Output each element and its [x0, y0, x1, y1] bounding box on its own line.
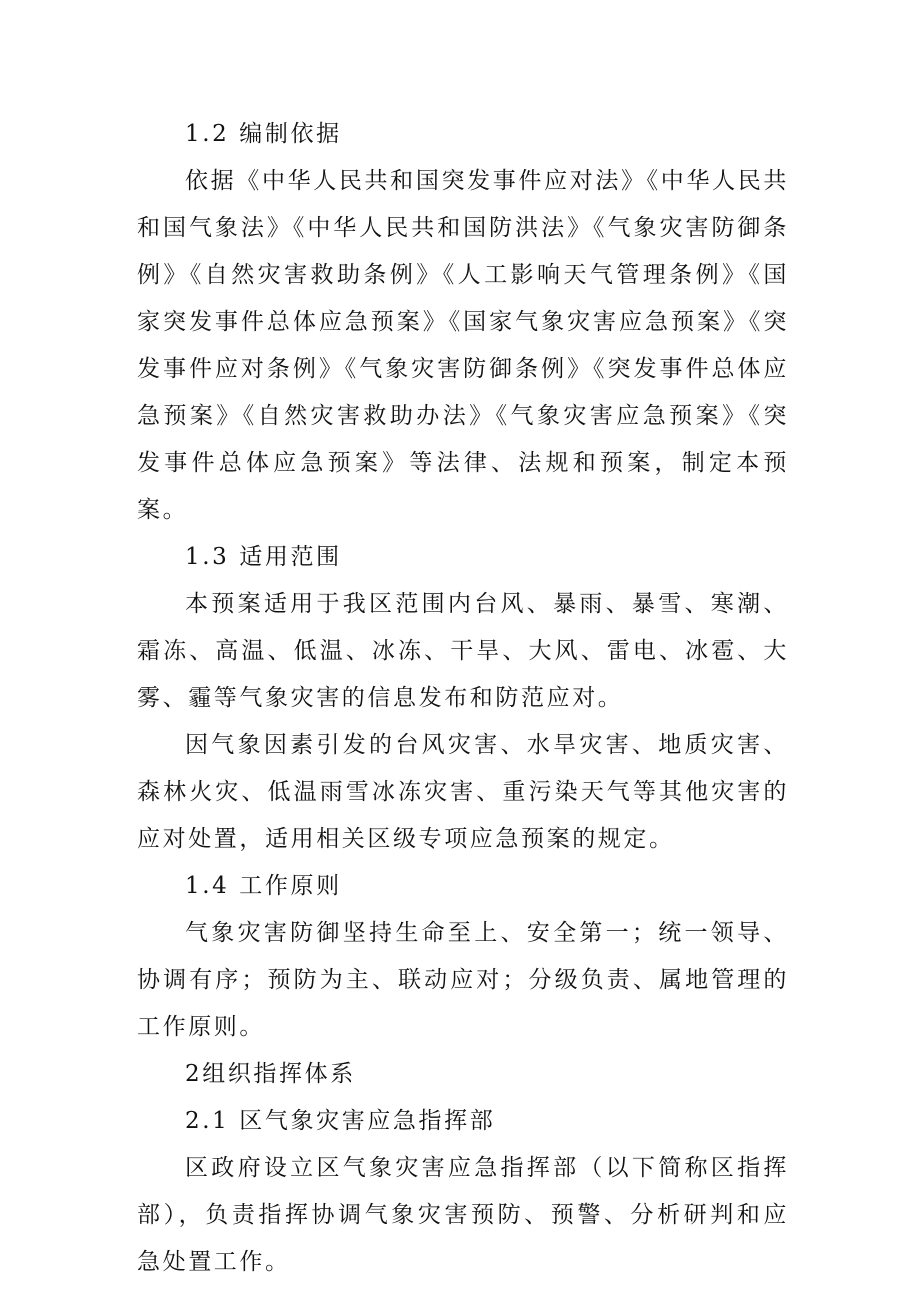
paragraph-scope-other: 因气象因素引发的台风灾害、水旱灾害、地质灾害、森林火灾、低温雨雪冰冻灾害、重污染天气等其他灾害的应对处置，适用相关区级专项应急预案的规定。	[137, 732, 789, 852]
paragraph-scope: 本预案适用于我区范围内台风、暴雨、暴雪、寒潮、霜冻、高温、低温、冰冻、干旱、大风、雷电、冰雹、大雾、霾等气象灾害的信息发布和防范应对。	[137, 591, 789, 711]
paragraph-principles: 气象灾害防御坚持生命至上、安全第一；统一领导、协调有序；预防为主、联动应对；分级负责、属地管理的工作原则。	[137, 920, 789, 1040]
section-heading-2: 2组织指挥体系	[185, 1061, 356, 1087]
section-heading-2-1: 2.1 区气象灾害应急指挥部	[185, 1108, 496, 1134]
section-heading-1-2: 1.2 编制依据	[185, 121, 342, 147]
section-heading-1-4: 1.4 工作原则	[185, 873, 342, 899]
section-heading-1-3: 1.3 适用范围	[185, 544, 342, 570]
paragraph-headquarters: 区政府设立区气象灾害应急指挥部（以下简称区指挥部），负责指挥协调气象灾害预防、预警、分析研判和应急处置工作。	[137, 1155, 789, 1275]
paragraph-basis: 依据《中华人民共和国突发事件应对法》《中华人民共和国气象法》《中华人民共和国防洪法》《气象灾害防御条例》《自然灾害救助条例》《人工影响天气管理条例》《国家突发事件总体应急预案》《国家气象灾害应急预案》《突发事件应对条例》《气象灾害防御条例》《突发事件总体应急预案》《自然灾害救助办法》《气象灾害应急预案》《突发事件总体应急预案》等法律、法规和预案，制定本预案。	[137, 168, 789, 523]
document-page	[137, 111, 789, 1286]
